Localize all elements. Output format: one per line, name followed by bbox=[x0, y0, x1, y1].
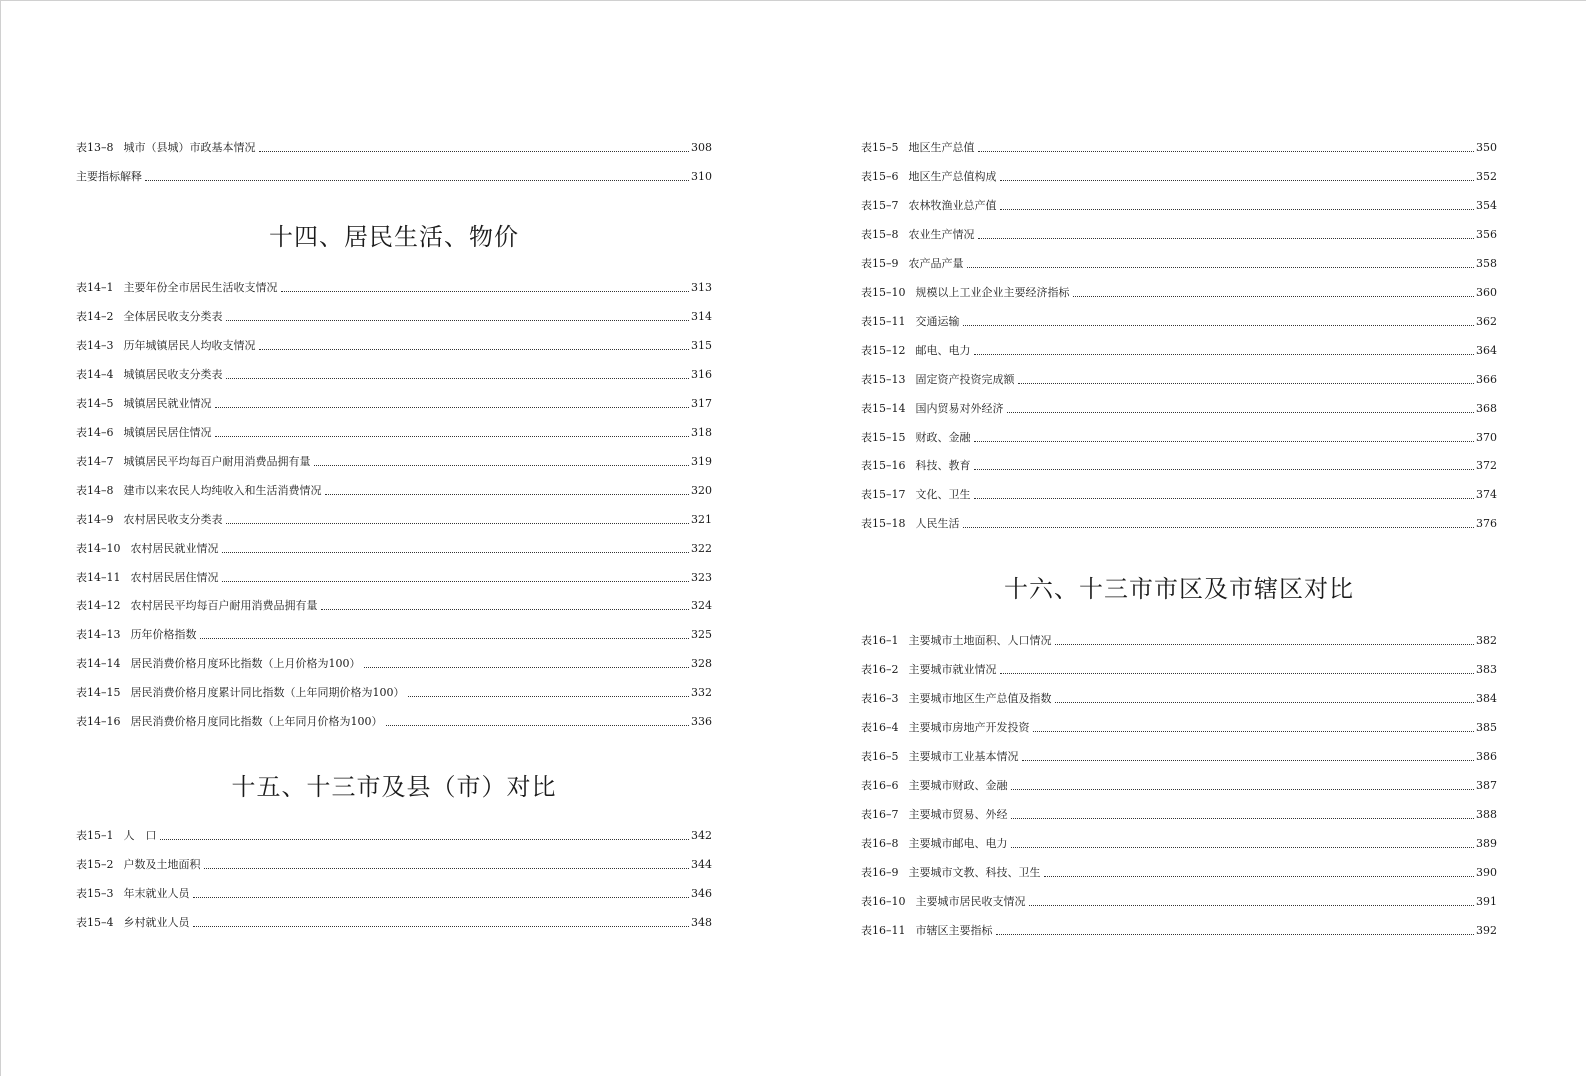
toc-entry[interactable] bbox=[861, 402, 1497, 415]
table-number: 表16–9 bbox=[861, 865, 899, 879]
dot-leader bbox=[1022, 760, 1475, 761]
toc-entry[interactable] bbox=[861, 517, 1497, 530]
toc-entry[interactable] bbox=[76, 829, 712, 842]
toc-entry[interactable] bbox=[861, 488, 1497, 501]
dot-leader bbox=[222, 552, 690, 553]
toc-entry[interactable] bbox=[861, 692, 1497, 705]
page-number: 372 bbox=[1476, 459, 1497, 473]
entry-title: 主要城市文教、科技、卫生 bbox=[908, 865, 1041, 879]
toc-entry[interactable] bbox=[76, 484, 712, 497]
table-number: 表15–18 bbox=[861, 517, 906, 531]
toc-entry[interactable] bbox=[76, 426, 712, 439]
toc-entry[interactable] bbox=[861, 141, 1497, 154]
table-number: 表16–4 bbox=[861, 720, 899, 734]
page-number: 342 bbox=[691, 829, 712, 842]
dot-leader bbox=[325, 494, 690, 495]
table-number: 表14–2 bbox=[76, 309, 114, 323]
toc-entry[interactable] bbox=[76, 455, 712, 468]
table-number: 表16–5 bbox=[861, 749, 899, 763]
dot-leader bbox=[204, 868, 690, 869]
page-number: 354 bbox=[1476, 198, 1497, 212]
toc-entry[interactable] bbox=[861, 459, 1497, 472]
dot-leader bbox=[974, 354, 1475, 355]
entry-title: 主要城市就业情况 bbox=[908, 662, 997, 676]
dot-leader bbox=[1011, 818, 1475, 819]
page-number: 319 bbox=[691, 454, 712, 468]
toc-entry[interactable] bbox=[861, 257, 1497, 270]
entry-title: 邮电、电力 bbox=[915, 343, 971, 357]
section-14-heading: 十四、居民生活、物价 bbox=[269, 223, 519, 251]
page-number: 386 bbox=[1476, 749, 1497, 763]
toc-entry[interactable] bbox=[861, 344, 1497, 357]
dot-leader bbox=[1055, 702, 1475, 703]
entry-title: 农业生产情况 bbox=[908, 227, 975, 241]
page-number: 310 bbox=[691, 170, 712, 183]
dot-leader bbox=[145, 180, 689, 181]
entry-title: 户数及土地面积 bbox=[123, 858, 201, 871]
toc-entry[interactable] bbox=[861, 924, 1497, 937]
toc-entry[interactable] bbox=[861, 199, 1497, 212]
table-number: 表16–8 bbox=[861, 836, 899, 850]
table-number: 表15–14 bbox=[861, 401, 906, 415]
table-number: 表16–6 bbox=[861, 778, 899, 792]
entry-title: 主要城市财政、金融 bbox=[908, 778, 1008, 792]
table-number: 表14–15 bbox=[76, 686, 121, 700]
toc-entry[interactable] bbox=[76, 628, 712, 641]
dot-leader bbox=[226, 320, 690, 321]
toc-entry[interactable] bbox=[861, 315, 1497, 328]
table-number: 表15–13 bbox=[861, 372, 906, 386]
dot-leader bbox=[1000, 180, 1475, 181]
dot-leader bbox=[215, 436, 690, 437]
dot-leader bbox=[160, 839, 690, 840]
table-number: 表14–13 bbox=[76, 628, 121, 642]
dot-leader bbox=[281, 291, 690, 292]
page-number: 376 bbox=[1476, 517, 1497, 531]
entry-title: 固定资产投资完成额 bbox=[915, 372, 1015, 386]
toc-entry[interactable] bbox=[861, 837, 1497, 850]
table-number: 表15–6 bbox=[861, 169, 899, 183]
page-number: 389 bbox=[1476, 836, 1497, 850]
toc-entry[interactable] bbox=[861, 286, 1497, 299]
page-number: 390 bbox=[1476, 865, 1497, 879]
entry-title: 主要指标解释 bbox=[76, 170, 142, 183]
dot-leader bbox=[1044, 876, 1475, 877]
page-number: 364 bbox=[1476, 343, 1497, 357]
toc-entry[interactable] bbox=[76, 368, 712, 381]
dot-leader bbox=[1018, 383, 1475, 384]
table-number: 表16–3 bbox=[861, 691, 899, 705]
entry-title: 农村居民就业情况 bbox=[130, 541, 219, 555]
table-number: 表15–2 bbox=[76, 858, 114, 871]
table-number: 表14–7 bbox=[76, 454, 114, 468]
table-number: 表15–5 bbox=[861, 141, 899, 154]
table-number: 表15–8 bbox=[861, 227, 899, 241]
table-number: 表16–7 bbox=[861, 807, 899, 821]
entry-title: 历年城镇居民人均收支情况 bbox=[123, 338, 256, 352]
entry-title: 城镇居民平均每百户耐用消费品拥有量 bbox=[123, 454, 311, 468]
dot-leader bbox=[321, 609, 690, 610]
entry-title: 农村居民居住情况 bbox=[130, 570, 219, 584]
toc-entry[interactable] bbox=[861, 170, 1497, 183]
toc-entry[interactable] bbox=[76, 170, 712, 183]
dot-leader bbox=[1007, 412, 1475, 413]
dot-leader bbox=[978, 238, 1475, 239]
dot-leader bbox=[978, 151, 1475, 152]
dot-leader bbox=[408, 696, 690, 697]
dot-leader bbox=[259, 349, 690, 350]
toc-entry[interactable] bbox=[861, 750, 1497, 763]
page-number: 382 bbox=[1476, 634, 1497, 647]
page-number: 360 bbox=[1476, 285, 1497, 299]
table-number: 表15–4 bbox=[76, 916, 114, 929]
table-number: 表14–10 bbox=[76, 541, 121, 555]
entry-title: 地区生产总值 bbox=[908, 141, 975, 154]
table-number: 表14–3 bbox=[76, 338, 114, 352]
page-number: 323 bbox=[691, 570, 712, 584]
dot-leader bbox=[974, 469, 1475, 470]
entry-title: 主要城市工业基本情况 bbox=[908, 749, 1019, 763]
page-number: 318 bbox=[691, 425, 712, 439]
entry-title: 地区生产总值构成 bbox=[908, 169, 997, 183]
entry-title: 全体居民收支分类表 bbox=[123, 309, 223, 323]
page-number: 317 bbox=[691, 396, 712, 410]
page-number: 374 bbox=[1476, 488, 1497, 502]
table-number: 表16–11 bbox=[861, 923, 906, 937]
dot-leader bbox=[1011, 847, 1475, 848]
entry-title: 乡村就业人员 bbox=[123, 916, 190, 929]
dot-leader bbox=[222, 581, 690, 582]
dot-leader bbox=[1073, 296, 1475, 297]
page-number: 350 bbox=[1476, 141, 1497, 154]
table-number: 表15–9 bbox=[861, 256, 899, 270]
toc-entry[interactable] bbox=[76, 397, 712, 410]
page-number: 384 bbox=[1476, 691, 1497, 705]
entry-title: 规模以上工业企业主要经济指标 bbox=[915, 285, 1070, 299]
dot-leader bbox=[1011, 789, 1475, 790]
page-number: 336 bbox=[691, 715, 712, 729]
entry-title: 主要城市房地产开发投资 bbox=[908, 720, 1030, 734]
page-number: 332 bbox=[691, 686, 712, 700]
page-number: 313 bbox=[691, 281, 712, 294]
table-number: 表14–14 bbox=[76, 657, 121, 671]
entry-title: 国内贸易对外经济 bbox=[915, 401, 1004, 415]
dot-leader bbox=[996, 934, 1475, 935]
toc-entry[interactable] bbox=[861, 895, 1497, 908]
entry-title: 居民消费价格月度累计同比指数（上年同期价格为100） bbox=[130, 686, 405, 700]
entry-title: 建市以来农民人均纯收入和生活消费情况 bbox=[123, 483, 322, 497]
table-number: 表15–17 bbox=[861, 488, 906, 502]
toc-entry[interactable] bbox=[76, 571, 712, 584]
page-number: 314 bbox=[691, 309, 712, 323]
entry-title: 城市（县城）市政基本情况 bbox=[123, 141, 256, 154]
entry-title: 人 口 bbox=[123, 829, 157, 842]
toc-entry[interactable] bbox=[76, 657, 712, 670]
page-number: 383 bbox=[1476, 662, 1497, 676]
entry-title: 农产品产量 bbox=[908, 256, 964, 270]
entry-title: 主要城市邮电、电力 bbox=[908, 836, 1008, 850]
dot-leader bbox=[193, 897, 690, 898]
dot-leader bbox=[1033, 731, 1475, 732]
page-number: 315 bbox=[691, 338, 712, 352]
toc-entry[interactable] bbox=[76, 513, 712, 526]
page-number: 366 bbox=[1476, 372, 1497, 386]
table-number: 表14–4 bbox=[76, 367, 114, 381]
table-number: 表15–7 bbox=[861, 198, 899, 212]
table-number: 表14–12 bbox=[76, 599, 121, 613]
table-number: 表14–6 bbox=[76, 425, 114, 439]
entry-title: 年末就业人员 bbox=[123, 887, 190, 900]
dot-leader bbox=[967, 267, 1475, 268]
toc-entry[interactable] bbox=[861, 431, 1497, 444]
page-number: 356 bbox=[1476, 227, 1497, 241]
toc-entry[interactable] bbox=[76, 339, 712, 352]
toc-entry[interactable] bbox=[76, 686, 712, 699]
dot-leader bbox=[226, 523, 690, 524]
entry-title: 人民生活 bbox=[915, 517, 960, 531]
page-number: 388 bbox=[1476, 807, 1497, 821]
toc-entry[interactable] bbox=[76, 141, 712, 154]
toc-entry[interactable] bbox=[76, 715, 712, 728]
page-number: 325 bbox=[691, 628, 712, 642]
entry-title: 城镇居民居住情况 bbox=[123, 425, 212, 439]
toc-entry[interactable] bbox=[861, 721, 1497, 734]
page-number: 308 bbox=[691, 141, 712, 154]
table-number: 表13–8 bbox=[76, 141, 114, 154]
dot-leader bbox=[974, 441, 1475, 442]
table-number: 表14–1 bbox=[76, 281, 114, 294]
entry-title: 城镇居民收支分类表 bbox=[123, 367, 223, 381]
section-16-heading: 十六、十三市市区及市辖区对比 bbox=[1004, 575, 1354, 603]
table-number: 表16–10 bbox=[861, 894, 906, 908]
entry-title: 农村居民收支分类表 bbox=[123, 512, 223, 526]
toc-entry[interactable] bbox=[861, 663, 1497, 676]
entry-title: 主要城市土地面积、人口情况 bbox=[908, 634, 1052, 647]
entry-title: 主要城市居民收支情况 bbox=[915, 894, 1026, 908]
table-number: 表14–11 bbox=[76, 570, 121, 584]
table-number: 表15–10 bbox=[861, 285, 906, 299]
page-number: 385 bbox=[1476, 720, 1497, 734]
dot-leader bbox=[314, 465, 690, 466]
entry-title: 居民消费价格月度同比指数（上年同月价格为100） bbox=[130, 715, 383, 729]
page-number: 362 bbox=[1476, 314, 1497, 328]
dot-leader bbox=[1000, 209, 1475, 210]
page-number: 322 bbox=[691, 541, 712, 555]
entry-title: 主要城市地区生产总值及指数 bbox=[908, 691, 1052, 705]
table-number: 表14–16 bbox=[76, 715, 121, 729]
page-number: 358 bbox=[1476, 256, 1497, 270]
entry-title: 财政、金融 bbox=[915, 430, 971, 444]
page-number: 344 bbox=[691, 858, 712, 871]
table-number: 表14–9 bbox=[76, 512, 114, 526]
page-number: 348 bbox=[691, 916, 712, 929]
page-number: 370 bbox=[1476, 430, 1497, 444]
entry-title: 交通运输 bbox=[915, 314, 960, 328]
table-number: 表15–1 bbox=[76, 829, 114, 842]
dot-leader bbox=[963, 527, 1475, 528]
page-number: 321 bbox=[691, 512, 712, 526]
entry-title: 居民消费价格月度环比指数（上月价格为100） bbox=[130, 657, 361, 671]
page-number: 391 bbox=[1476, 894, 1497, 908]
page-number: 328 bbox=[691, 657, 712, 671]
table-number: 表15–11 bbox=[861, 314, 906, 328]
entry-title: 主要城市贸易、外经 bbox=[908, 807, 1008, 821]
dot-leader bbox=[1000, 673, 1475, 674]
dot-leader bbox=[386, 725, 690, 726]
page-number: 346 bbox=[691, 887, 712, 900]
toc-entry[interactable] bbox=[861, 373, 1497, 386]
dot-leader bbox=[226, 378, 690, 379]
toc-entry[interactable] bbox=[76, 310, 712, 323]
entry-title: 农村居民平均每百户耐用消费品拥有量 bbox=[130, 599, 318, 613]
page-number: 387 bbox=[1476, 778, 1497, 792]
dot-leader bbox=[200, 638, 690, 639]
entry-title: 城镇居民就业情况 bbox=[123, 396, 212, 410]
toc-entry[interactable] bbox=[76, 599, 712, 612]
toc-entry[interactable] bbox=[76, 542, 712, 555]
entry-title: 农林牧渔业总产值 bbox=[908, 198, 997, 212]
table-number: 表15–16 bbox=[861, 459, 906, 473]
entry-title: 文化、卫生 bbox=[915, 488, 971, 502]
table-number: 表14–8 bbox=[76, 483, 114, 497]
toc-entry[interactable] bbox=[76, 281, 712, 294]
section-15-heading: 十五、十三市及县（市）对比 bbox=[231, 773, 557, 801]
dot-leader bbox=[215, 407, 690, 408]
table-number: 表15–12 bbox=[861, 343, 906, 357]
table-number: 表16–2 bbox=[861, 662, 899, 676]
toc-entry[interactable] bbox=[76, 858, 712, 871]
dot-leader bbox=[259, 151, 690, 152]
page-number: 368 bbox=[1476, 401, 1497, 415]
dot-leader bbox=[1029, 905, 1475, 906]
table-number: 表16–1 bbox=[861, 634, 899, 647]
entry-title: 历年价格指数 bbox=[130, 628, 197, 642]
dot-leader bbox=[364, 667, 690, 668]
dot-leader bbox=[193, 926, 690, 927]
entry-title: 市辖区主要指标 bbox=[915, 923, 993, 937]
table-number: 表14–5 bbox=[76, 396, 114, 410]
toc-entry[interactable] bbox=[76, 916, 712, 929]
entry-title: 科技、教育 bbox=[915, 459, 971, 473]
page-number: 392 bbox=[1476, 923, 1497, 937]
dot-leader bbox=[963, 325, 1475, 326]
page-number: 320 bbox=[691, 483, 712, 497]
page-number: 316 bbox=[691, 367, 712, 381]
entry-title: 主要年份全市居民生活收支情况 bbox=[123, 281, 278, 294]
toc-entry[interactable] bbox=[76, 887, 712, 900]
toc-entry[interactable] bbox=[861, 866, 1497, 879]
toc-entry[interactable] bbox=[861, 779, 1497, 792]
toc-entry[interactable] bbox=[861, 808, 1497, 821]
toc-entry[interactable] bbox=[861, 634, 1497, 647]
table-number: 表15–15 bbox=[861, 430, 906, 444]
page-number: 352 bbox=[1476, 169, 1497, 183]
toc-entry[interactable] bbox=[861, 228, 1497, 241]
dot-leader bbox=[1055, 644, 1475, 645]
dot-leader bbox=[974, 498, 1475, 499]
table-number: 表15–3 bbox=[76, 887, 114, 900]
page-number: 324 bbox=[691, 599, 712, 613]
